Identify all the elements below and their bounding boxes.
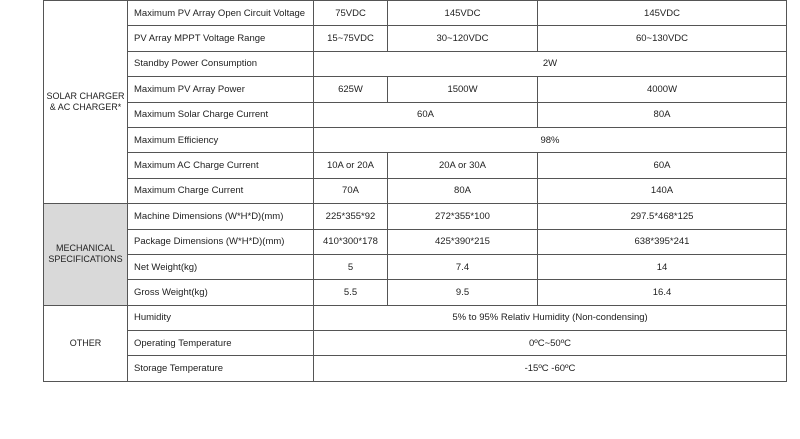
table-row (44, 127, 787, 152)
table-row (44, 102, 787, 127)
value-cell: 425*390*215 (388, 229, 538, 254)
table-row (44, 280, 787, 305)
table-row (44, 77, 787, 102)
value-cell: 410*300*178 (314, 229, 388, 254)
spec-table (43, 0, 787, 382)
value-cell: 9.5 (388, 280, 538, 305)
value-cell: 140A (538, 178, 787, 203)
param-cell: Maximum PV Array Power (128, 77, 314, 102)
table-row (44, 331, 787, 356)
value-cell: 60~130VDC (538, 26, 787, 51)
value-cell: 60A (314, 102, 538, 127)
param-cell: Humidity (128, 305, 314, 330)
group-other: OTHER (44, 305, 128, 381)
table-row (44, 51, 787, 76)
param-cell: Maximum Efficiency (128, 127, 314, 152)
value-cell: 272*355*100 (388, 204, 538, 229)
value-cell: 15~75VDC (314, 26, 388, 51)
table-row (44, 1, 787, 26)
value-cell: 16.4 (538, 280, 787, 305)
param-cell: Operating Temperature (128, 331, 314, 356)
table-row (44, 229, 787, 254)
value-cell: 5.5 (314, 280, 388, 305)
value-cell: 20A or 30A (388, 153, 538, 178)
value-cell: 225*355*92 (314, 204, 388, 229)
table-row (44, 26, 787, 51)
param-cell: Net Weight(kg) (128, 254, 314, 279)
param-cell: Package Dimensions (W*H*D)(mm) (128, 229, 314, 254)
table-row (44, 305, 787, 330)
param-cell: Maximum Solar Charge Current (128, 102, 314, 127)
table-row (44, 153, 787, 178)
group-mechanical: MECHANICAL SPECIFICATIONS (44, 204, 128, 306)
value-cell: 638*395*241 (538, 229, 787, 254)
value-cell: 14 (538, 254, 787, 279)
param-cell: Storage Temperature (128, 356, 314, 381)
value-cell: 70A (314, 178, 388, 203)
table-row (44, 178, 787, 203)
value-cell: 1500W (388, 77, 538, 102)
value-cell: 30~120VDC (388, 26, 538, 51)
param-cell: Machine Dimensions (W*H*D)(mm) (128, 204, 314, 229)
value-cell: -15ºC -60ºC (314, 356, 787, 381)
value-cell: 0ºC~50ºC (314, 331, 787, 356)
param-cell: Standby Power Consumption (128, 51, 314, 76)
value-cell: 10A or 20A (314, 153, 388, 178)
group-solar-charger: SOLAR CHARGER & AC CHARGER* (44, 1, 128, 204)
table-row (44, 356, 787, 381)
param-cell: Maximum Charge Current (128, 178, 314, 203)
value-cell: 297.5*468*125 (538, 204, 787, 229)
value-cell: 145VDC (388, 1, 538, 26)
value-cell: 98% (314, 127, 787, 152)
value-cell: 5 (314, 254, 388, 279)
value-cell: 80A (388, 178, 538, 203)
param-cell: Gross Weight(kg) (128, 280, 314, 305)
value-cell: 625W (314, 77, 388, 102)
table-row (44, 204, 787, 229)
value-cell: 4000W (538, 77, 787, 102)
value-cell: 75VDC (314, 1, 388, 26)
param-cell: Maximum PV Array Open Circuit Voltage (128, 1, 314, 26)
value-cell: 145VDC (538, 1, 787, 26)
param-cell: Maximum AC Charge Current (128, 153, 314, 178)
value-cell: 5% to 95% Relativ Humidity (Non-condensing) (314, 305, 787, 330)
table-row (44, 254, 787, 279)
value-cell: 7.4 (388, 254, 538, 279)
value-cell: 2W (314, 51, 787, 76)
param-cell: PV Array MPPT Voltage Range (128, 26, 314, 51)
value-cell: 80A (538, 102, 787, 127)
value-cell: 60A (538, 153, 787, 178)
